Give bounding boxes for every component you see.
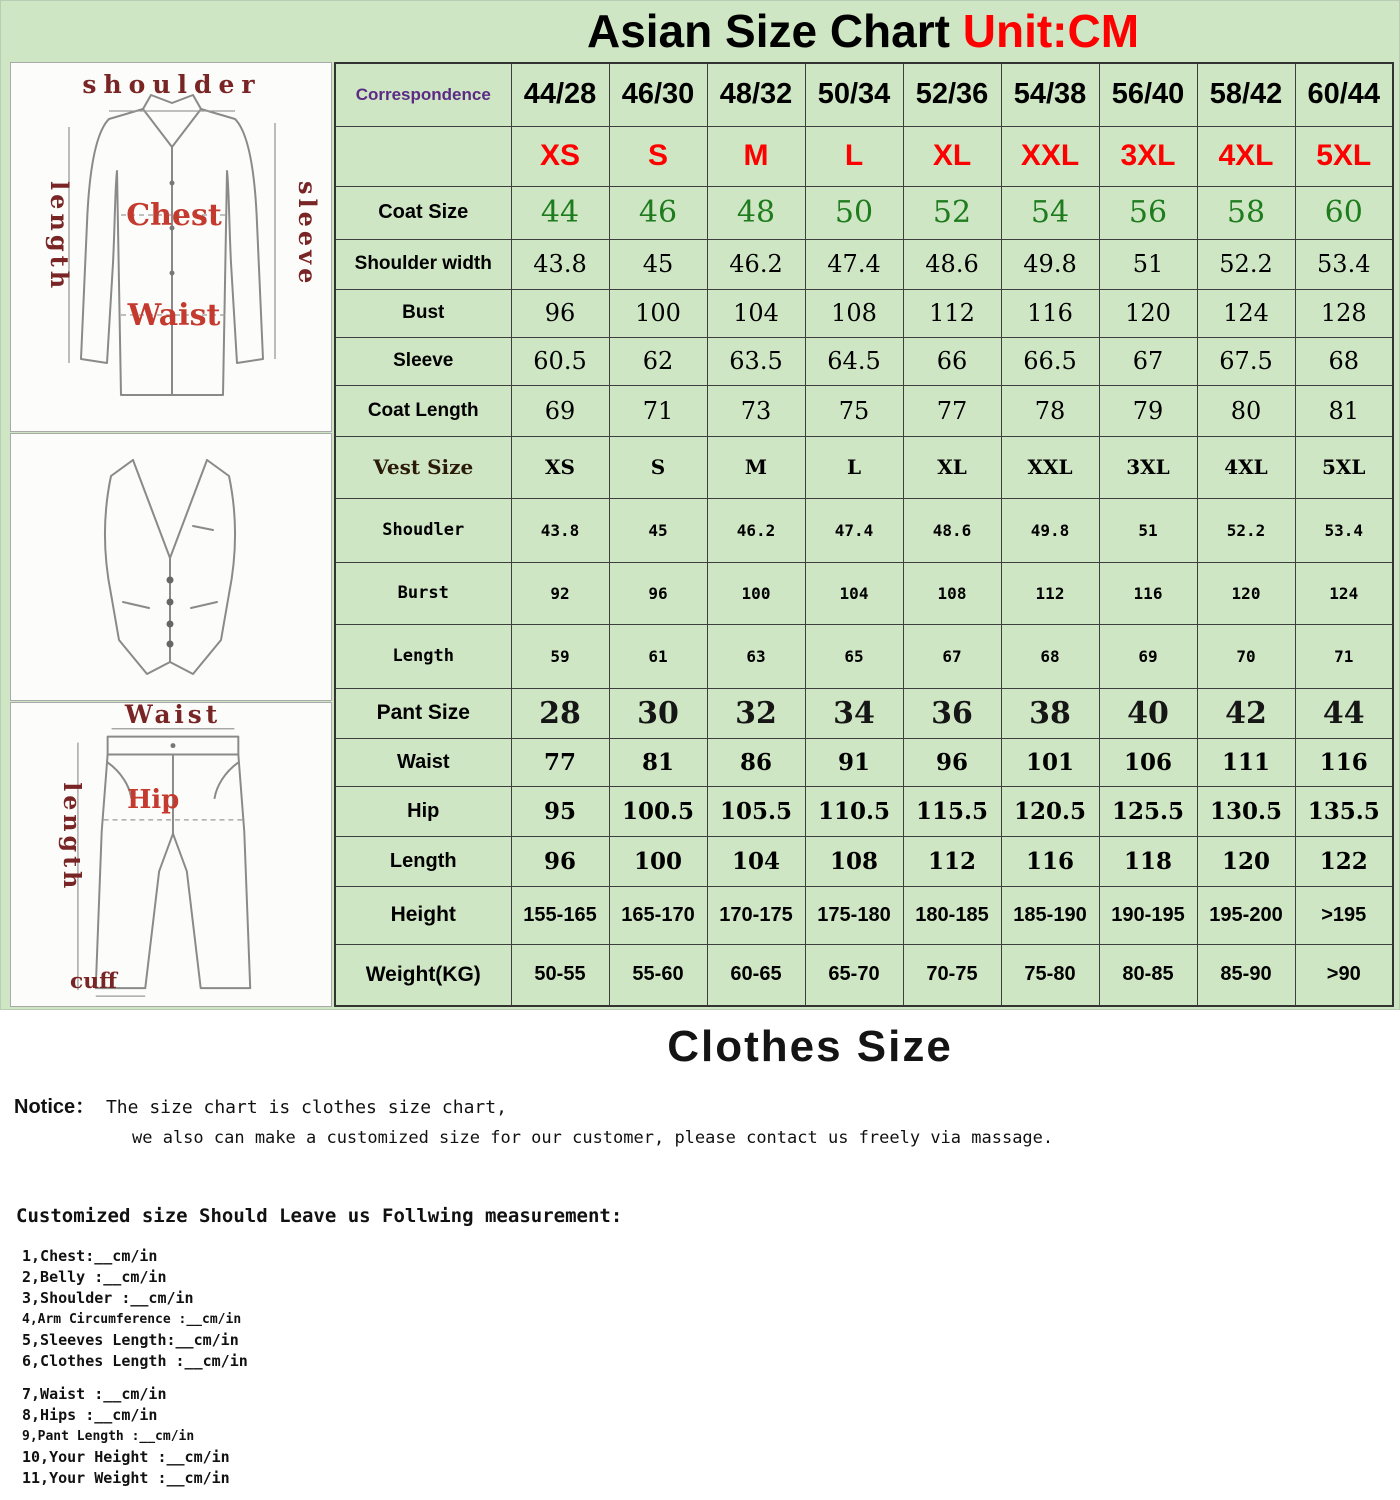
measurement-list xyxy=(22,1246,248,1489)
size-cell: 30 xyxy=(609,688,707,738)
size-cell: 46 xyxy=(609,186,707,239)
size-cell: 36 xyxy=(903,688,1001,738)
size-cell: 116 xyxy=(1295,738,1393,786)
pants-diagram xyxy=(10,702,332,1007)
size-cell: 60/44 xyxy=(1295,63,1393,126)
size-cell: 52.2 xyxy=(1197,498,1295,562)
row-label: Coat Length xyxy=(335,385,511,436)
size-table-row-vest-size xyxy=(335,436,1393,498)
size-cell: XS xyxy=(511,436,609,498)
size-table-row-hip xyxy=(335,786,1393,836)
pants-drawing xyxy=(11,703,331,1006)
size-cell: 96 xyxy=(511,289,609,337)
size-cell: 65-70 xyxy=(805,944,903,1006)
size-cell: 104 xyxy=(707,836,805,886)
size-cell: 50/34 xyxy=(805,63,903,126)
size-cell: 100 xyxy=(609,836,707,886)
size-cell: 75 xyxy=(805,385,903,436)
notice-line-1 xyxy=(14,1090,507,1119)
size-cell: 28 xyxy=(511,688,609,738)
size-table-row-shoudler xyxy=(335,498,1393,562)
row-label: Length xyxy=(335,624,511,688)
row-label: Hip xyxy=(335,786,511,836)
size-cell: 104 xyxy=(707,289,805,337)
notice-text-1: The size chart is clothes size chart, xyxy=(105,1097,507,1118)
size-cell: 100 xyxy=(609,289,707,337)
size-cell: 40 xyxy=(1099,688,1197,738)
size-cell: 5XL xyxy=(1295,126,1393,186)
size-table-row-pant-size xyxy=(335,688,1393,738)
size-cell: 118 xyxy=(1099,836,1197,886)
size-cell: 56/40 xyxy=(1099,63,1197,126)
size-cell: 116 xyxy=(1001,836,1099,886)
size-cell: 66 xyxy=(903,337,1001,385)
size-cell: 44 xyxy=(511,186,609,239)
size-cell: 69 xyxy=(1099,624,1197,688)
size-cell: 52.2 xyxy=(1197,239,1295,289)
size-cell: 96 xyxy=(903,738,1001,786)
size-cell: 3XL xyxy=(1099,126,1197,186)
size-cell: 46.2 xyxy=(707,239,805,289)
size-cell: 81 xyxy=(609,738,707,786)
size-table-row-sizes xyxy=(335,126,1393,186)
size-cell: 51 xyxy=(1099,239,1197,289)
size-cell: 68 xyxy=(1295,337,1393,385)
row-label: Coat Size xyxy=(335,186,511,239)
size-cell: 4XL xyxy=(1197,126,1295,186)
size-table-row-length xyxy=(335,836,1393,886)
size-cell: 68 xyxy=(1001,624,1099,688)
row-label: Bust xyxy=(335,289,511,337)
size-cell: 63.5 xyxy=(707,337,805,385)
size-cell: 70 xyxy=(1197,624,1295,688)
size-cell: 60 xyxy=(1295,186,1393,239)
size-cell: 44/28 xyxy=(511,63,609,126)
measurement-item: 2,Belly :__cm/in xyxy=(22,1268,167,1286)
size-cell: S xyxy=(609,126,707,186)
clothes-size-heading: Clothes Size xyxy=(667,1022,953,1071)
notice-line-2: we also can make a customized size for our customer, please contact us freely via massage. xyxy=(132,1128,1054,1148)
size-cell: 115.5 xyxy=(903,786,1001,836)
measurement-item: 8,Hips :__cm/in xyxy=(22,1406,158,1424)
size-cell: 63 xyxy=(707,624,805,688)
size-cell: 50 xyxy=(805,186,903,239)
size-cell: S xyxy=(609,436,707,498)
size-cell: 185-190 xyxy=(1001,886,1099,944)
size-cell: 48.6 xyxy=(903,498,1001,562)
size-cell: >195 xyxy=(1295,886,1393,944)
size-cell: 112 xyxy=(903,289,1001,337)
size-cell: 75-80 xyxy=(1001,944,1099,1006)
size-cell: 5XL xyxy=(1295,436,1393,498)
size-cell: 32 xyxy=(707,688,805,738)
size-cell: 112 xyxy=(1001,562,1099,624)
size-cell: 170-175 xyxy=(707,886,805,944)
size-cell: 108 xyxy=(805,836,903,886)
size-cell: 86 xyxy=(707,738,805,786)
notice-label: Notice： xyxy=(14,1096,96,1118)
size-cell: 78 xyxy=(1001,385,1099,436)
size-cell: XXL xyxy=(1001,436,1099,498)
size-cell: 125.5 xyxy=(1099,786,1197,836)
size-cell: 120.5 xyxy=(1001,786,1099,836)
size-cell: 53.4 xyxy=(1295,498,1393,562)
size-table-row-correspondence xyxy=(335,63,1393,126)
pants-cuff-label: cuff xyxy=(70,969,117,995)
size-cell: 180-185 xyxy=(903,886,1001,944)
size-cell: 54 xyxy=(1001,186,1099,239)
measurement-item: 4,Arm Circumference :__cm/in xyxy=(22,1312,242,1327)
size-table-row-bust xyxy=(335,289,1393,337)
measurement-item: 5,Sleeves Length:__cm/in xyxy=(22,1331,239,1349)
size-cell: 42 xyxy=(1197,688,1295,738)
size-cell: 135.5 xyxy=(1295,786,1393,836)
size-cell: 124 xyxy=(1295,562,1393,624)
size-cell: 66.5 xyxy=(1001,337,1099,385)
size-cell: 96 xyxy=(609,562,707,624)
size-cell: 175-180 xyxy=(805,886,903,944)
size-cell: 50-55 xyxy=(511,944,609,1006)
size-cell: 120 xyxy=(1197,836,1295,886)
size-table-row-coat-size xyxy=(335,186,1393,239)
size-cell: 53.4 xyxy=(1295,239,1393,289)
pants-hip-label: Hip xyxy=(127,784,180,815)
row-label: Height xyxy=(335,886,511,944)
row-label: Vest Size xyxy=(335,436,511,498)
size-cell: 52/36 xyxy=(903,63,1001,126)
size-cell: 61 xyxy=(609,624,707,688)
size-cell: 111 xyxy=(1197,738,1295,786)
size-cell: 49.8 xyxy=(1001,239,1099,289)
size-cell: 77 xyxy=(903,385,1001,436)
size-cell: 60.5 xyxy=(511,337,609,385)
size-cell: 47.4 xyxy=(805,498,903,562)
page-title-unit: Unit:CM xyxy=(962,5,1140,57)
size-cell: 122 xyxy=(1295,836,1393,886)
size-cell: 47.4 xyxy=(805,239,903,289)
jacket-diagram xyxy=(10,62,332,432)
size-cell: 67 xyxy=(1099,337,1197,385)
size-cell: 49.8 xyxy=(1001,498,1099,562)
size-cell: 46.2 xyxy=(707,498,805,562)
size-cell: 34 xyxy=(805,688,903,738)
size-cell: 52 xyxy=(903,186,1001,239)
size-cell: 120 xyxy=(1197,562,1295,624)
size-cell: 38 xyxy=(1001,688,1099,738)
size-cell: 58 xyxy=(1197,186,1295,239)
size-cell: 100 xyxy=(707,562,805,624)
size-table-row-weight-kg- xyxy=(335,944,1393,1006)
size-cell: XS xyxy=(511,126,609,186)
row-label: Length xyxy=(335,836,511,886)
size-cell: 101 xyxy=(1001,738,1099,786)
size-cell: 116 xyxy=(1001,289,1099,337)
size-table-row-length xyxy=(335,624,1393,688)
size-cell: 48/32 xyxy=(707,63,805,126)
size-cell: 64.5 xyxy=(805,337,903,385)
size-cell: 80 xyxy=(1197,385,1295,436)
size-cell: 96 xyxy=(511,836,609,886)
size-cell: XL xyxy=(903,126,1001,186)
size-cell: 62 xyxy=(609,337,707,385)
jacket-chest-label: Chest xyxy=(126,198,222,233)
size-cell: 116 xyxy=(1099,562,1197,624)
jacket-sleeve-label: sleeve xyxy=(293,181,322,288)
size-cell: 81 xyxy=(1295,385,1393,436)
size-cell: 48 xyxy=(707,186,805,239)
size-cell: 48.6 xyxy=(903,239,1001,289)
row-label xyxy=(335,126,511,186)
size-table-row-waist xyxy=(335,738,1393,786)
row-label: Pant Size xyxy=(335,688,511,738)
size-cell: 110.5 xyxy=(805,786,903,836)
size-cell: 105.5 xyxy=(707,786,805,836)
size-cell: L xyxy=(805,436,903,498)
size-table xyxy=(334,62,1394,1007)
measurement-item: 11,Your Weight :__cm/in xyxy=(22,1469,230,1487)
size-cell: 108 xyxy=(805,289,903,337)
size-cell: 195-200 xyxy=(1197,886,1295,944)
size-cell: 67.5 xyxy=(1197,337,1295,385)
size-cell: 95 xyxy=(511,786,609,836)
measurement-item: 9,Pant Length :__cm/in xyxy=(22,1429,195,1444)
size-cell: 69 xyxy=(511,385,609,436)
size-cell: 124 xyxy=(1197,289,1295,337)
size-cell: 65 xyxy=(805,624,903,688)
size-cell: 120 xyxy=(1099,289,1197,337)
size-cell: XXL xyxy=(1001,126,1099,186)
page-title-main: Asian Size Chart xyxy=(586,5,950,57)
pants-length-label: length xyxy=(58,782,87,893)
size-cell: 104 xyxy=(805,562,903,624)
size-cell: 58/42 xyxy=(1197,63,1295,126)
size-cell: 73 xyxy=(707,385,805,436)
size-table-row-sleeve xyxy=(335,337,1393,385)
row-label: Burst xyxy=(335,562,511,624)
size-cell: 92 xyxy=(511,562,609,624)
size-table-row-coat-length xyxy=(335,385,1393,436)
jacket-shoulder-label: shoulder xyxy=(82,70,262,99)
measurement-item: 3,Shoulder :__cm/in xyxy=(22,1289,194,1307)
size-cell: 71 xyxy=(609,385,707,436)
size-cell: 165-170 xyxy=(609,886,707,944)
size-cell: 43.8 xyxy=(511,239,609,289)
size-cell: 56 xyxy=(1099,186,1197,239)
vest-drawing xyxy=(11,434,331,700)
size-cell: 91 xyxy=(805,738,903,786)
size-cell: 77 xyxy=(511,738,609,786)
size-table-row-height xyxy=(335,886,1393,944)
row-label: Correspondence xyxy=(335,63,511,126)
size-cell: 55-60 xyxy=(609,944,707,1006)
size-cell: 54/38 xyxy=(1001,63,1099,126)
size-cell: M xyxy=(707,436,805,498)
size-cell: 128 xyxy=(1295,289,1393,337)
row-label: Shoulder width xyxy=(335,239,511,289)
size-cell: L xyxy=(805,126,903,186)
size-cell: 60-65 xyxy=(707,944,805,1006)
size-cell: 44 xyxy=(1295,688,1393,738)
size-cell: 79 xyxy=(1099,385,1197,436)
measurement-item: 10,Your Height :__cm/in xyxy=(22,1448,230,1466)
customized-size-header: Customized size Should Leave us Follwing measurement: xyxy=(16,1205,623,1227)
size-table-row-burst xyxy=(335,562,1393,624)
pants-waist-label: Waist xyxy=(124,703,222,729)
size-cell: 43.8 xyxy=(511,498,609,562)
row-label: Sleeve xyxy=(335,337,511,385)
size-cell: 190-195 xyxy=(1099,886,1197,944)
row-label: Weight(KG) xyxy=(335,944,511,1006)
vest-diagram xyxy=(10,433,332,701)
measurement-item: 7,Waist :__cm/in xyxy=(22,1385,167,1403)
size-cell: 3XL xyxy=(1099,436,1197,498)
size-cell: 67 xyxy=(903,624,1001,688)
size-cell: 70-75 xyxy=(903,944,1001,1006)
size-cell: 112 xyxy=(903,836,1001,886)
jacket-waist-label: Waist xyxy=(127,298,221,333)
size-cell: 108 xyxy=(903,562,1001,624)
jacket-drawing xyxy=(11,63,331,431)
size-cell: 46/30 xyxy=(609,63,707,126)
page-title xyxy=(334,4,1392,58)
size-cell: 80-85 xyxy=(1099,944,1197,1006)
size-table-row-shoulder-width xyxy=(335,239,1393,289)
size-cell: XL xyxy=(903,436,1001,498)
size-cell: 45 xyxy=(609,498,707,562)
measurement-item: 1,Chest:__cm/in xyxy=(22,1247,158,1265)
measurement-item: 6,Clothes Length :__cm/in xyxy=(22,1352,248,1370)
size-cell: M xyxy=(707,126,805,186)
size-cell: 85-90 xyxy=(1197,944,1295,1006)
size-cell: 51 xyxy=(1099,498,1197,562)
jacket-length-label: length xyxy=(45,181,74,293)
row-label: Waist xyxy=(335,738,511,786)
size-cell: 4XL xyxy=(1197,436,1295,498)
size-cell: 106 xyxy=(1099,738,1197,786)
size-cell: 130.5 xyxy=(1197,786,1295,836)
size-cell: 71 xyxy=(1295,624,1393,688)
row-label: Shoudler xyxy=(335,498,511,562)
size-cell: 100.5 xyxy=(609,786,707,836)
size-cell: 45 xyxy=(609,239,707,289)
size-cell: 155-165 xyxy=(511,886,609,944)
size-cell: 59 xyxy=(511,624,609,688)
size-cell: >90 xyxy=(1295,944,1393,1006)
